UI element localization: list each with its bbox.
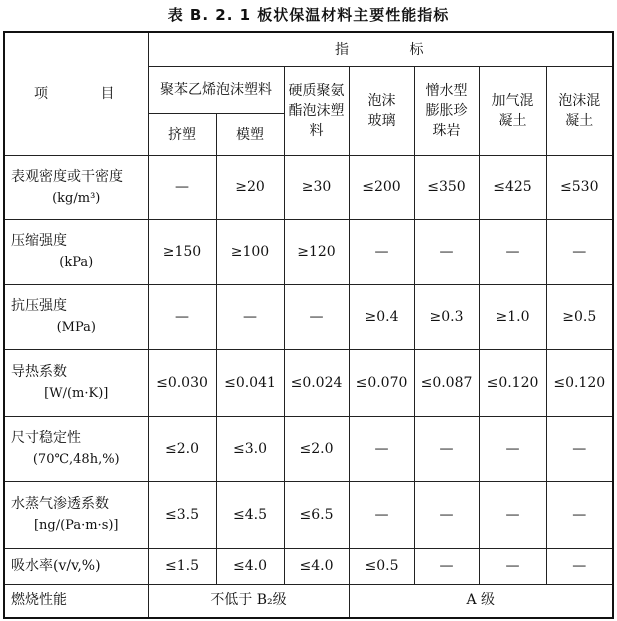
header-aerated: 加气混凝土 <box>479 67 546 156</box>
header-pu: 硬质聚氨酯泡沫塑料 <box>284 67 349 156</box>
table-row <box>4 549 613 585</box>
table-cell: ≥20 <box>216 156 284 220</box>
table-cell: — <box>148 285 216 350</box>
header-perlite: 憎水型膨胀珍珠岩 <box>414 67 479 156</box>
performance-table <box>3 31 614 619</box>
table-cell: ≤0.5 <box>349 549 414 585</box>
table-cell: — <box>546 482 613 549</box>
table-cell: ≥0.4 <box>349 285 414 350</box>
row-name: 尺寸稳定性 <box>11 430 81 447</box>
table-cell: ≥100 <box>216 220 284 285</box>
table-cell: ≤0.070 <box>349 350 414 417</box>
table-row <box>4 350 613 417</box>
table-cell: ≤1.5 <box>148 549 216 585</box>
fire-organic: 不低于 B₂级 <box>148 584 349 618</box>
table-cell: — <box>148 156 216 220</box>
row-unit: [W/(m·K)] <box>44 386 109 402</box>
table-row <box>4 285 613 350</box>
row-unit: (70℃,48h,%) <box>32 452 120 468</box>
table-cell: ≥1.0 <box>479 285 546 350</box>
table-cell: — <box>479 417 546 482</box>
row-name: 压缩强度 <box>11 233 67 250</box>
table-cell: — <box>349 417 414 482</box>
row-name: 抗压强度 <box>11 298 67 315</box>
table-cell: — <box>284 285 349 350</box>
table-cell: — <box>414 220 479 285</box>
table-cell: ≥120 <box>284 220 349 285</box>
table-cell: ≤0.041 <box>216 350 284 417</box>
table-cell: ≤0.024 <box>284 350 349 417</box>
table-cell: ≤6.5 <box>284 482 349 549</box>
table-cell: — <box>216 285 284 350</box>
table-cell: ≤2.0 <box>148 417 216 482</box>
table-cell: ≤0.120 <box>479 350 546 417</box>
table-cell: — <box>479 220 546 285</box>
header-extruded: 挤塑 <box>148 114 216 156</box>
table-cell: ≤0.030 <box>148 350 216 417</box>
table-cell: ≤530 <box>546 156 613 220</box>
table-cell: — <box>349 482 414 549</box>
table-cell: — <box>414 482 479 549</box>
table-cell: ≤2.0 <box>284 417 349 482</box>
header-eps: 聚苯乙烯泡沫塑料 <box>148 67 284 114</box>
header-molded: 模塑 <box>216 114 284 156</box>
table-cell: ≥150 <box>148 220 216 285</box>
table-cell: — <box>546 549 613 585</box>
row-unit: (kPa) <box>59 255 94 271</box>
table-row <box>4 584 613 618</box>
row-name: 表观密度或干密度 <box>11 168 123 185</box>
row-name: 吸水率(v/v,%) <box>11 558 101 575</box>
table-cell: ≥30 <box>284 156 349 220</box>
table-cell: ≤425 <box>479 156 546 220</box>
table-cell: — <box>546 417 613 482</box>
table-cell: — <box>546 220 613 285</box>
table-cell: — <box>349 220 414 285</box>
table-cell: — <box>479 482 546 549</box>
header-foam-glass: 泡沫玻璃 <box>349 67 414 156</box>
header-indicator: 指 标 <box>148 32 613 67</box>
table-cell: ≤4.5 <box>216 482 284 549</box>
row-unit: (kg/m³) <box>52 190 101 206</box>
table-cell: ≥0.5 <box>546 285 613 350</box>
table-cell: — <box>479 549 546 585</box>
table-cell: — <box>414 549 479 585</box>
table-cell: ≤3.0 <box>216 417 284 482</box>
table-row <box>4 220 613 285</box>
header-foam-concrete: 泡沫混凝土 <box>546 67 613 156</box>
table-cell: ≤0.087 <box>414 350 479 417</box>
fire-inorganic: A 级 <box>349 584 613 618</box>
header-item: 项 目 <box>4 32 148 156</box>
row-name: 导热系数 <box>11 364 67 381</box>
table-cell: ≥0.3 <box>414 285 479 350</box>
table-cell: ≤4.0 <box>216 549 284 585</box>
table-title: 表 B. 2. 1 板状保温材料主要性能指标 <box>167 6 450 24</box>
row-unit: [ng/(Pa·m·s)] <box>33 518 119 534</box>
row-name: 水蒸气渗透系数 <box>11 496 109 513</box>
row-unit: (MPa) <box>56 320 96 336</box>
table-cell: ≤200 <box>349 156 414 220</box>
table-cell: ≤3.5 <box>148 482 216 549</box>
table-cell: ≤0.120 <box>546 350 613 417</box>
table-row <box>4 156 613 220</box>
table-cell: ≤4.0 <box>284 549 349 585</box>
row-name: 燃烧性能 <box>4 584 148 618</box>
table-cell: — <box>414 417 479 482</box>
table-row <box>4 417 613 482</box>
table-row <box>4 482 613 549</box>
table-cell: ≤350 <box>414 156 479 220</box>
